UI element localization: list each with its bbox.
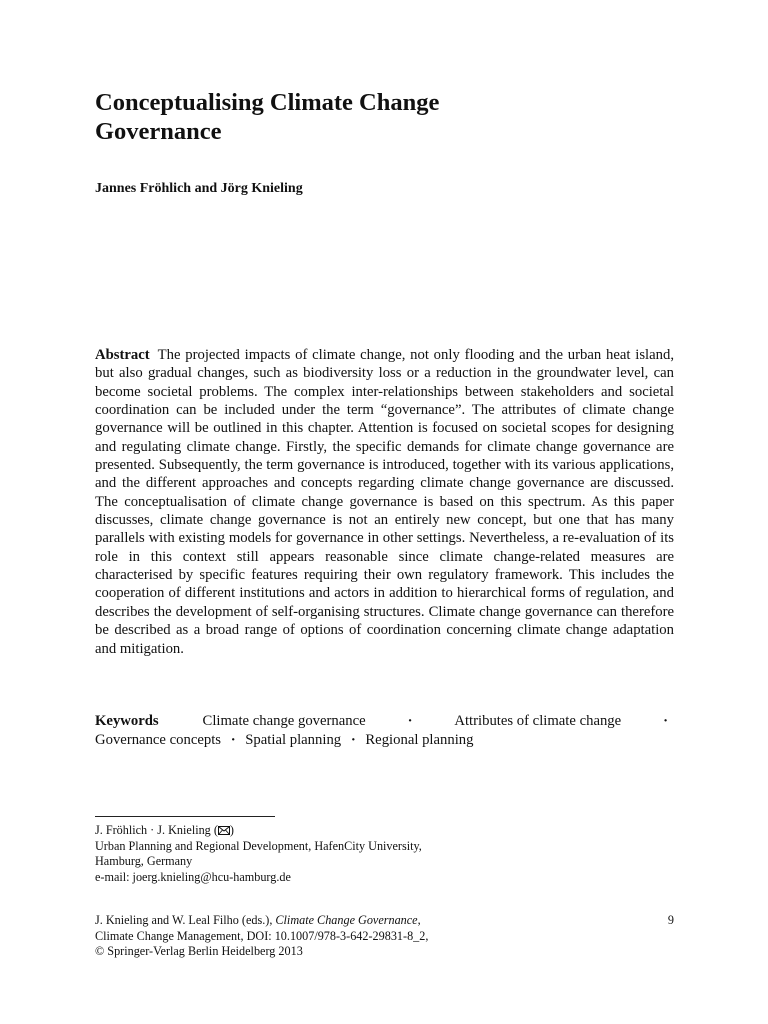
keyword-separator: · xyxy=(663,713,668,729)
keyword-separator: · xyxy=(350,732,356,748)
abstract-section xyxy=(95,346,674,658)
page-number: 9 xyxy=(667,913,674,927)
keywords-row-2 xyxy=(95,731,674,750)
citation-comma: , xyxy=(417,913,421,927)
citation-line-2: Climate Change Management, DOI: 10.1007/978-3-642-29831-8_2, xyxy=(95,928,429,943)
abstract-text: The projected impacts of climate change, not only flooding and the urban heat island, but also gradual changes, such as biodiversity loss or a reduction in the groundwater level, can become societal problems. The complex inter-relationships between stakeholders and societal coordination can be included under the term “governance”. The attributes of climate change governance will be outlined in this chapter. Attention is focused on societal scopes for designing and regulating climate change. Firstly, the specific demands for climate change governance are presented. Subsequently, the term governance is introduced, together with its various applications, and the different approaches and concepts regarding climate change governance are discussed. The conceptualisation of climate change governance is based on this spectrum. As this paper discusses, climate change governance is not an entirely new concept, but one that has many parallels with existing models for governance in other settings. Nevertheless, a re-evaluation of its role in this context still appears reasonable since climate change-related measures are characterised by specific features requiring their own regulatory framework. This includes the cooperation of different institutions and actors in addition to hierarchical forms of regulation, and describes the development of self-organising structures. Climate change governance can therefore be described as a broad range of options of coordination concerning climate change adaptation and mitigation. xyxy=(95,347,674,657)
citation-editors: J. Knieling and W. Leal Filho (eds.), xyxy=(95,913,276,927)
citation-footer xyxy=(95,913,674,960)
envelope-icon xyxy=(218,826,230,835)
paper-page xyxy=(95,0,674,1024)
citation-line-1 xyxy=(95,913,674,929)
copyright-line: © Springer-Verlag Berlin Heidelberg 2013 xyxy=(95,944,303,959)
keywords-row-1 xyxy=(95,712,674,731)
footnote-names: J. Fröhlich · J. Knieling ( xyxy=(95,823,218,837)
footnote-names-close: ) xyxy=(229,823,234,837)
keyword-item: Climate change governance xyxy=(202,713,366,729)
abstract-label: Abstract xyxy=(95,347,150,363)
author-list: Jannes Fröhlich and Jörg Knieling xyxy=(95,181,303,196)
footnote-email[interactable]: e-mail: joerg.knieling@hcu-hamburg.de xyxy=(95,869,291,884)
keyword-item: Attributes of climate change xyxy=(454,713,622,729)
footnote-names-line xyxy=(95,823,422,839)
keywords-label: Keywords xyxy=(95,713,159,729)
title-line-1: Conceptualising Climate Change xyxy=(95,89,440,116)
keyword-item: Governance concepts xyxy=(95,732,222,748)
footnote-affiliation-1: Urban Planning and Regional Development, HafenCity University, xyxy=(95,838,422,853)
author-footnote xyxy=(95,823,422,885)
footnote-divider xyxy=(95,816,275,817)
footnote-affiliation-2: Hamburg, Germany xyxy=(95,854,193,869)
book-title: Climate Change Governance xyxy=(275,913,418,927)
keyword-separator: · xyxy=(230,732,236,748)
title-line-2: Governance xyxy=(95,118,222,145)
keyword-item: Spatial planning xyxy=(245,732,342,748)
keyword-item: Regional planning xyxy=(365,732,474,748)
paper-title xyxy=(95,88,595,146)
keywords-section xyxy=(95,712,674,750)
keyword-separator: · xyxy=(407,713,413,729)
